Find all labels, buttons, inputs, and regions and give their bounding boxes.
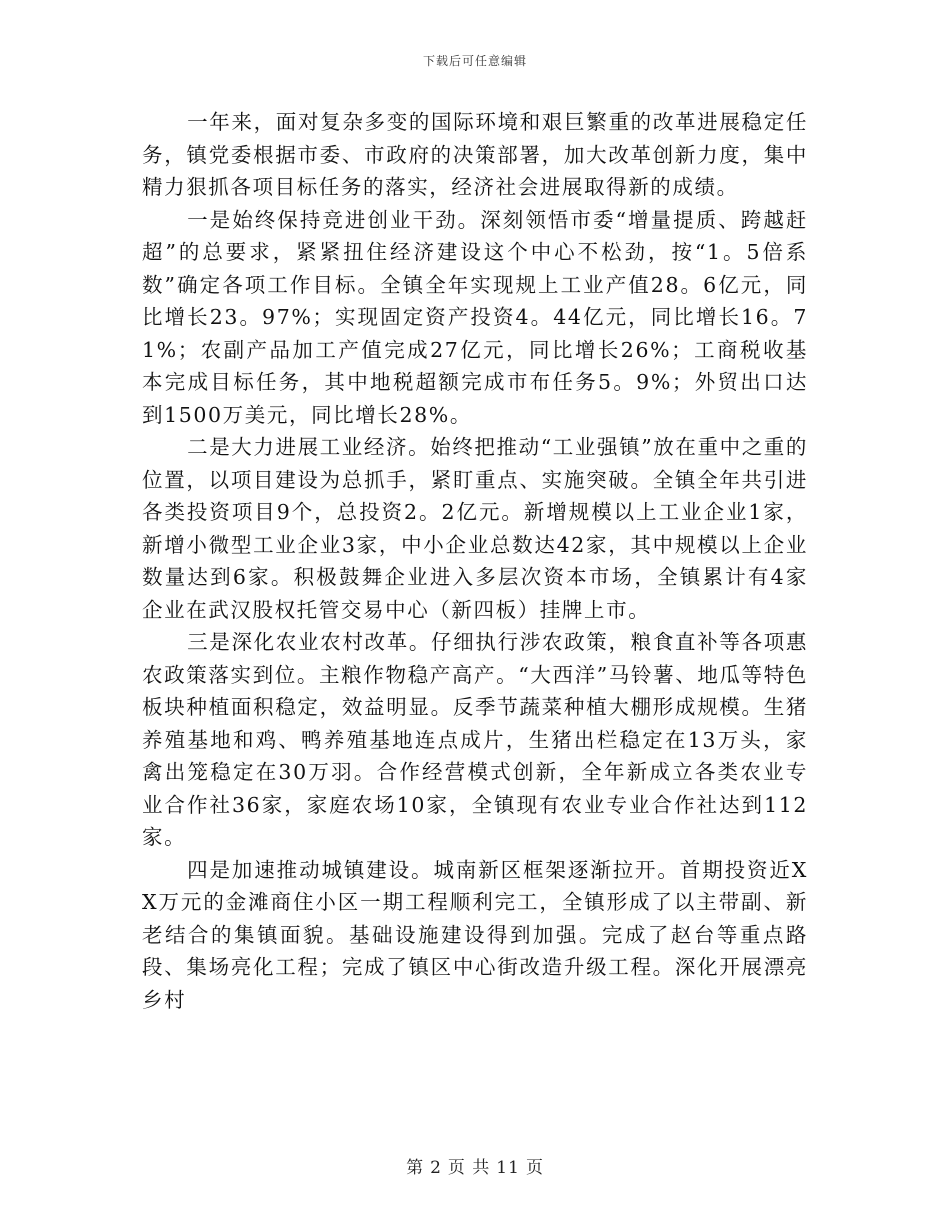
document-body (142, 106, 808, 1016)
paragraph-point-3: 三是深化农业农村改革。仔细执行涉农政策，粮食直补等各项惠农政策落实到位。主粮作物稳产高产。“大西洋”马铃薯、地瓜等特色板块种植面积稳定，效益明显。反季节蔬菜种植大棚形成规模。生猪养殖基地和鸡、鸭养殖基地连点成片，生猪出栏稳定在13万头，家禽出笼稳定在30万羽。合作经营模式创新，全年新成立各类农业专业合作社36家，家庭农场10家，全镇现有农业专业合作社达到112家。 (142, 630, 808, 849)
paragraph-point-1: 一是始终保持竞进创业干劲。深刻领悟市委“增量提质、跨越赶超”的总要求，紧紧扭住经济建设这个中心不松劲，按“1。5倍系数”确定各项工作目标。全镇全年实现规上工业产值28。6亿元，同比增长23。97%；实现固定资产投资4。44亿元，同比增长16。71%；农副产品加工产值完成27亿元，同比增长26%；工商税收基本完成目标任务，其中地税超额完成市布任务5。9%；外贸出口达到1500万美元，同比增长28%。 (142, 207, 808, 427)
total-page-count: 11 (496, 1158, 520, 1178)
paragraph-point-4: 四是加速推动城镇建设。城南新区框架逐渐拉开。首期投资近XX万元的金滩商住小区一期工程顺利完工，全镇形成了以主带副、新老结合的集镇面貌。基础设施建设得到加强。完成了赵台等重点路段、集场亮化工程；完成了镇区中心街改造升级工程。深化开展漂亮乡村 (142, 857, 808, 1012)
footer-prefix: 第 (406, 1158, 425, 1178)
footer-middle: 页 共 (447, 1158, 491, 1178)
paragraph-intro: 一年来，面对复杂多变的国际环境和艰巨繁重的改革进展稳定任务，镇党委根据市委、市政府的决策部署，加大改革创新力度，集中精力狠抓各项目标任务的落实，经济社会进展取得新的成绩。 (142, 110, 808, 199)
paragraph-point-2: 二是大力进展工业经济。始终把推动“工业强镇”放在重中之重的位置，以项目建设为总抓手，紧盯重点、实施突破。全镇全年共引进各类投资项目9个，总投资2。2亿元。新增规模以上工业企业1家，新增小微型工业企业3家，中小企业总数达42家，其中规模以上企业数量达到6家。积极鼓舞企业进入多层次资本市场，全镇累计有4家企业在武汉股权托管交易中心（新四板）挂牌上市。 (142, 435, 808, 622)
current-page-number: 2 (430, 1158, 442, 1178)
page-footer (0, 1153, 950, 1178)
page-header: 下载后可任意编辑 (422, 54, 527, 68)
footer-suffix: 页 (525, 1158, 544, 1178)
